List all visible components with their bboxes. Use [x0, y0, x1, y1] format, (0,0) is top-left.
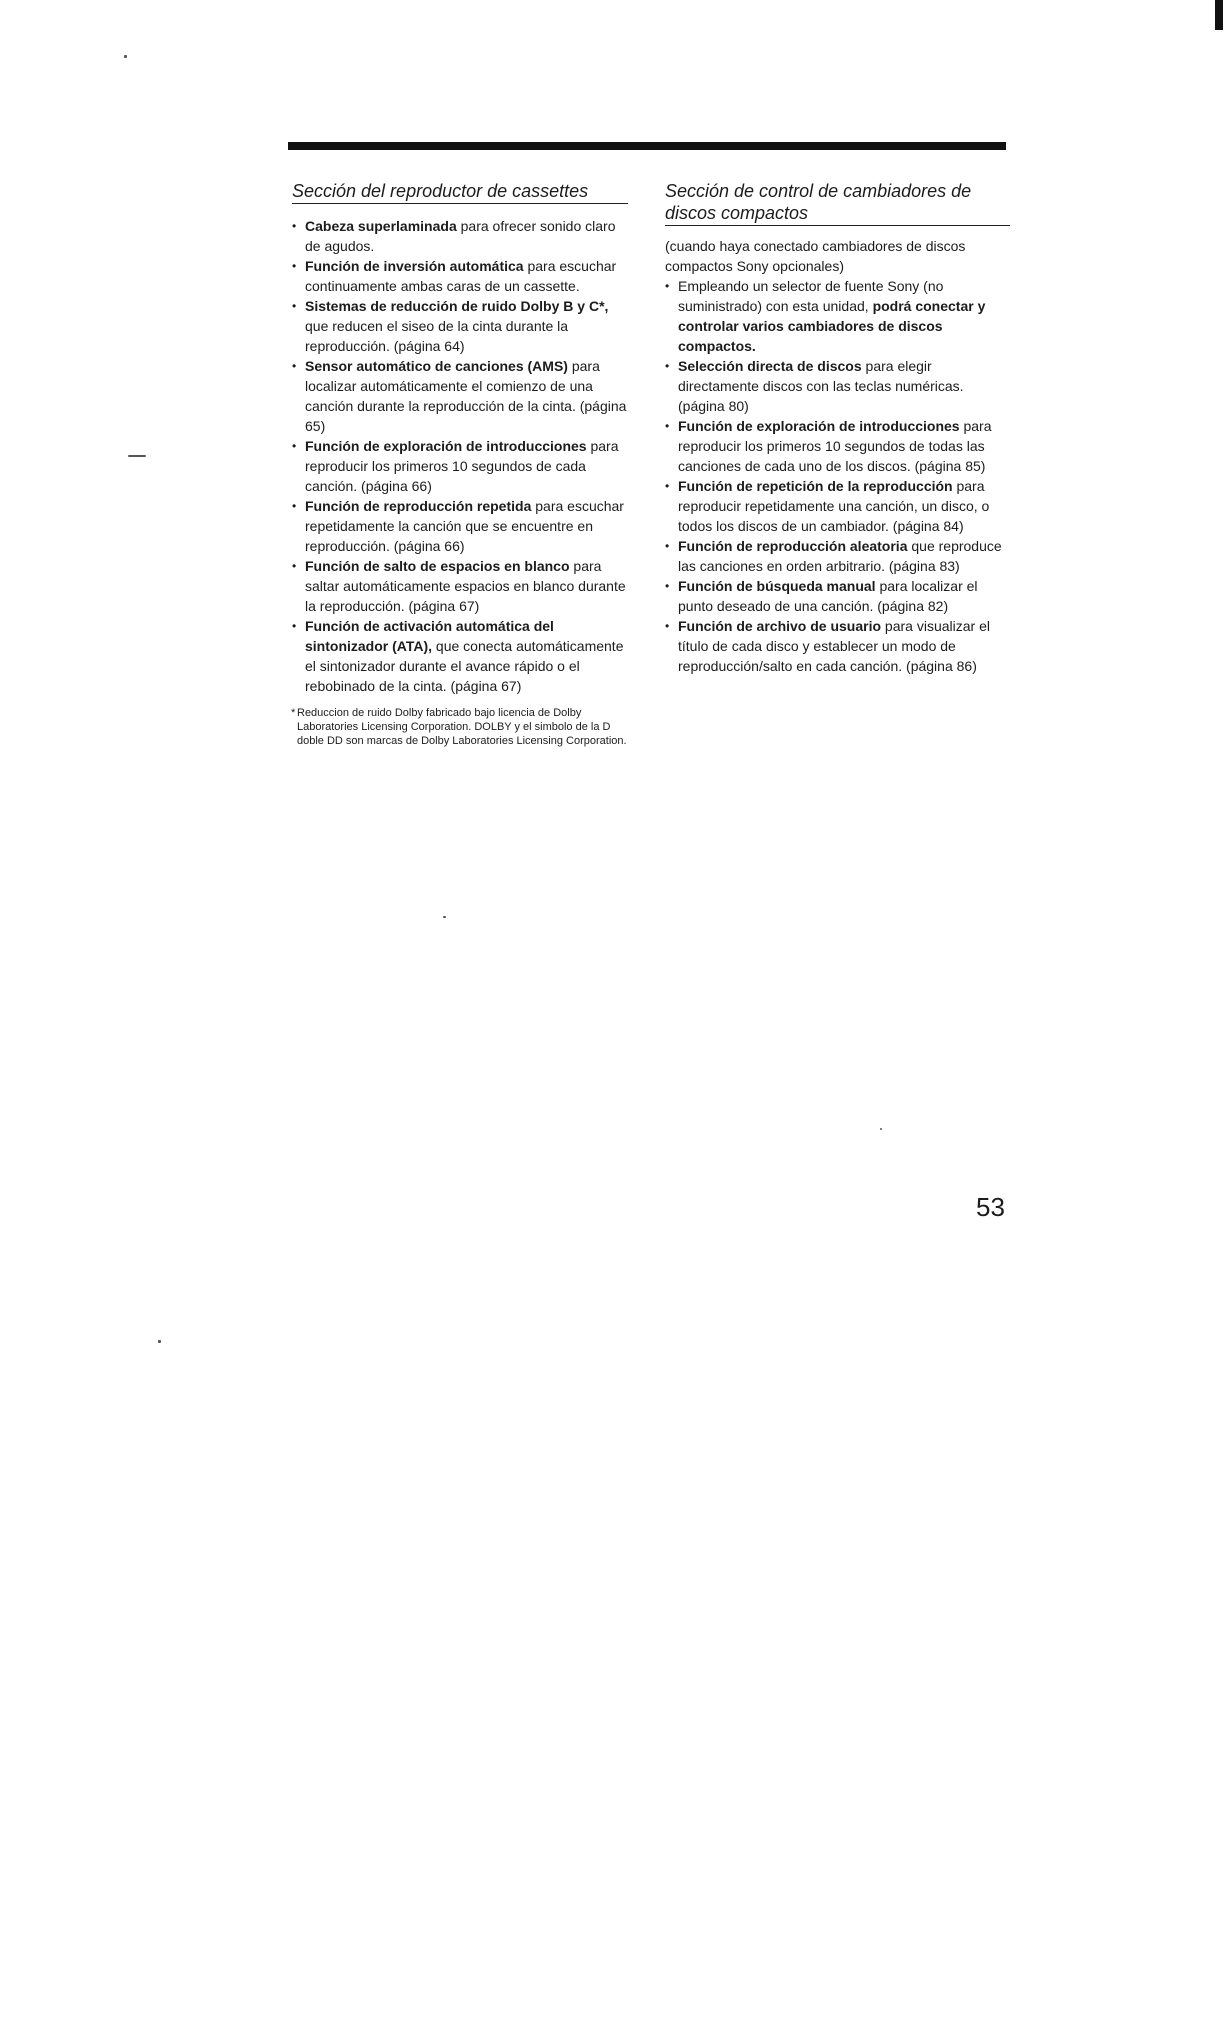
- dolby-footnote: [292, 706, 628, 748]
- list-item: • Selección directa de discos para elegir directamente discos con las teclas numéricas. (página 80): [665, 356, 1010, 416]
- list-item: • Cabeza superlaminada para ofrecer sonido claro de agudos.: [292, 216, 628, 256]
- scan-speck: [443, 916, 446, 918]
- list-item: • Empleando un selector de fuente Sony (no suministrado) con esta unidad, podrá conectar y controlar varios cambiadores de discos compactos.: [665, 276, 1010, 356]
- list-item: • Función de inversión automática para escuchar continuamente ambas caras de un cassette.: [292, 256, 628, 296]
- list-item: • Función de reproducción aleatoria que reproduce las canciones en orden arbitrario. (página 83): [665, 536, 1010, 576]
- scan-speck: [158, 1340, 161, 1343]
- footnote-text: Reduccion de ruido Dolby fabricado bajo licencia de Dolby Laboratories Licensing Corporation. DOLBY y el simbolo de la D doble DD son marcas de Dolby Laboratories Licensing Corporation.: [297, 707, 627, 747]
- cd-changer-intro: (cuando haya conectado cambiadores de discos compactos Sony opcionales): [665, 238, 966, 274]
- list-item: • Función de activación automática del sintonizador (ATA), que conecta automáticamente el sintonizador durante el avance rápido o el rebobinado de la cinta. (página 67): [292, 616, 628, 696]
- cd-changer-feature-list: [665, 276, 1010, 676]
- page-number: 53: [976, 1192, 1005, 1222]
- list-item: • Sistemas de reducción de ruido Dolby B y C*, que reducen el siseo de la cinta durante la reproducción. (página 64): [292, 296, 628, 356]
- list-item: • Función de reproducción repetida para escuchar repetidamente la canción que se encuentre en reproducción. (página 66): [292, 496, 628, 556]
- scan-speck: [880, 1128, 882, 1130]
- list-item: • Función de exploración de introducciones para reproducir los primeros 10 segundos de todas las canciones de cada uno de los discos. (página 85): [665, 416, 1010, 476]
- list-item: • Función de archivo de usuario para visualizar el título de cada disco y establecer un modo de reproducción/salto en cada canción. (página 86): [665, 616, 1010, 676]
- top-rule: [288, 142, 1006, 150]
- cd-changer-section-heading: Sección de control de cambiadores de discos compactos: [665, 180, 1010, 226]
- scan-speck: [128, 455, 146, 457]
- cassette-section: [292, 180, 628, 748]
- cassette-section-heading: Sección del reproductor de cassettes: [292, 180, 628, 204]
- edge-mark: [1215, 0, 1223, 30]
- list-item: • Función de exploración de introducciones para reproducir los primeros 10 segundos de cada canción. (página 66): [292, 436, 628, 496]
- list-item: • Función de salto de espacios en blanco para saltar automáticamente espacios en blanco durante la reproducción. (página 67): [292, 556, 628, 616]
- list-item: • Función de búsqueda manual para localizar el punto deseado de una canción. (página 82): [665, 576, 1010, 616]
- scan-speck: [124, 55, 127, 58]
- cassette-feature-list: [292, 216, 628, 696]
- cd-changer-section: [665, 180, 1010, 676]
- list-item: • Función de repetición de la reproducción para reproducir repetidamente una canción, un disco, o todos los discos de un cambiador. (página 84): [665, 476, 1010, 536]
- footnote-mark: *: [291, 707, 296, 719]
- list-item: • Sensor automático de canciones (AMS) para localizar automáticamente el comienzo de una canción durante la reproducción de la cinta. (página 65): [292, 356, 628, 436]
